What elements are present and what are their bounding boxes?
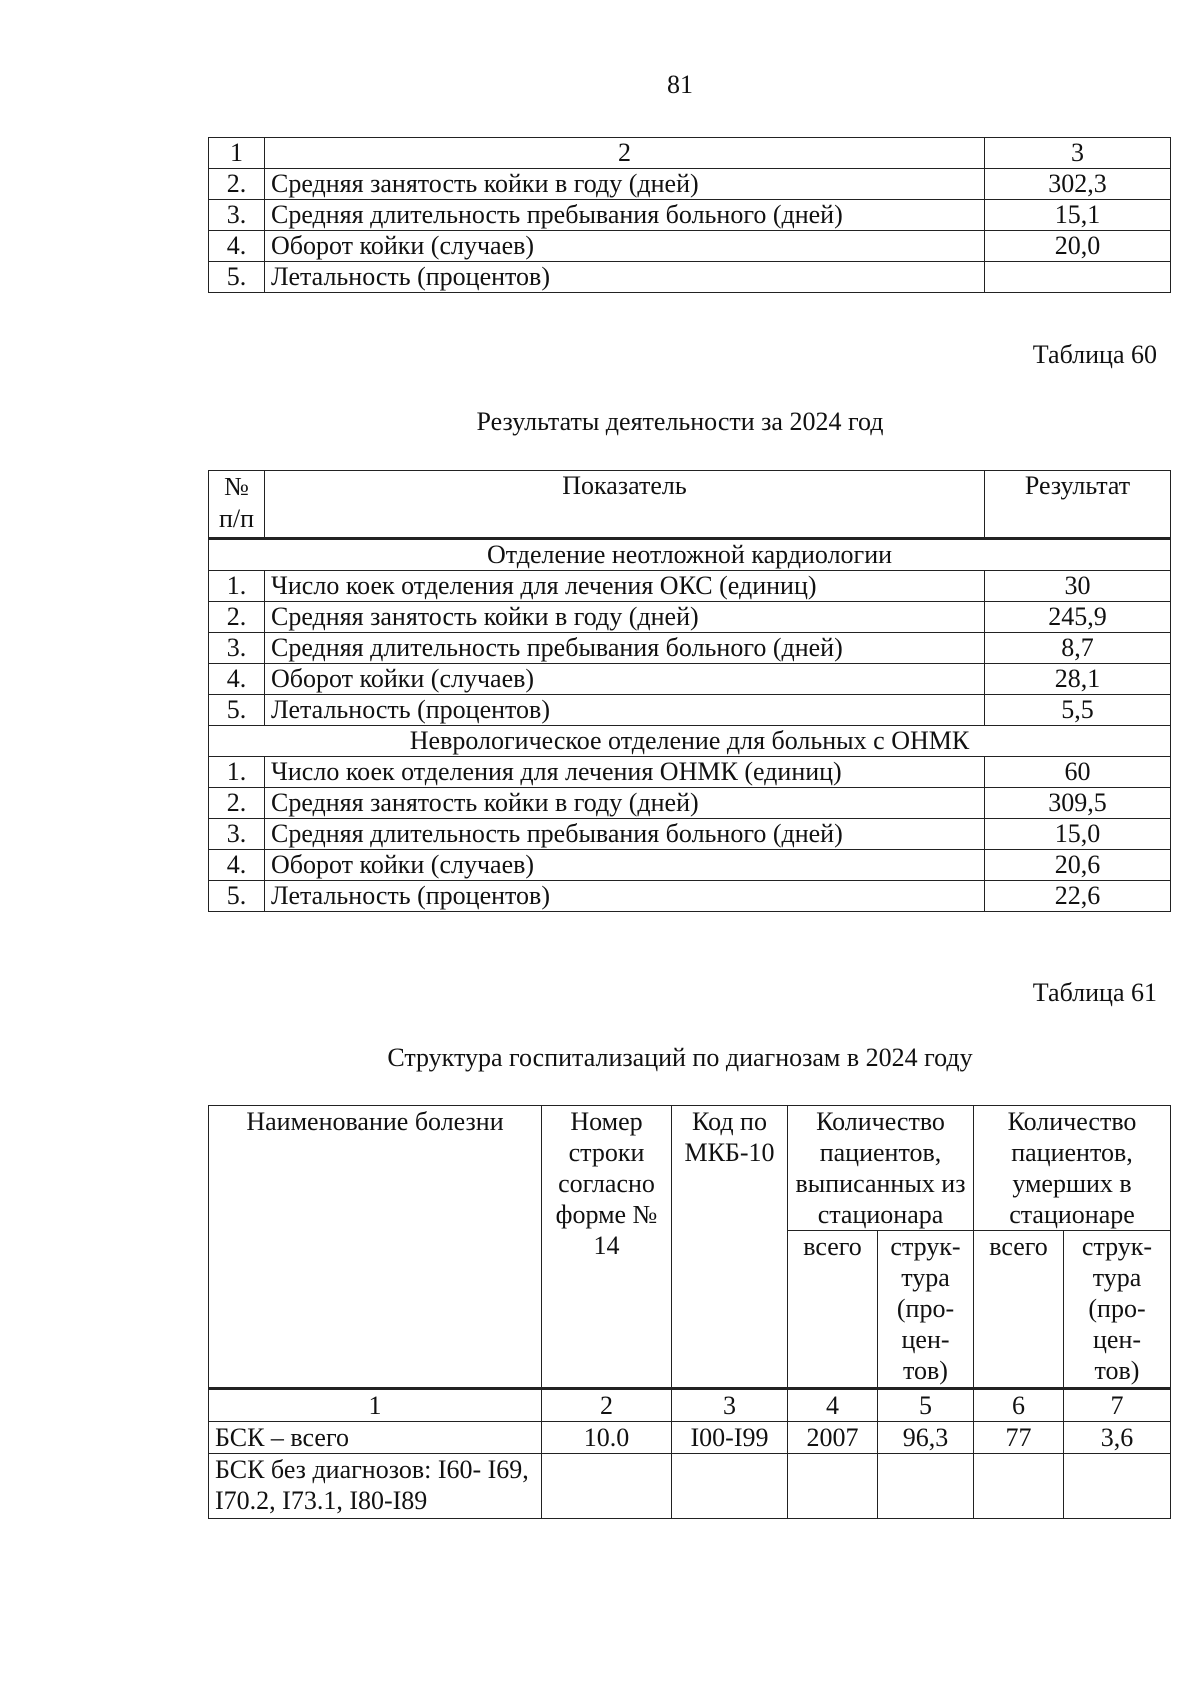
table-caption: Таблица 60 (1032, 340, 1157, 369)
row-number: 5. (209, 881, 265, 912)
row-label: Число коек отделения для лечения ОКС (единиц) (265, 571, 985, 602)
row-value: 302,3 (985, 169, 1171, 200)
row-value (985, 262, 1171, 293)
row-value: 245,9 (985, 602, 1171, 633)
row-number: 1. (209, 757, 265, 788)
row-value: 60 (985, 757, 1171, 788)
row-value: 15,1 (985, 200, 1171, 231)
row-number: 4. (209, 850, 265, 881)
table-header-row (209, 1106, 1171, 1231)
col-number: 2 (265, 138, 985, 169)
row-value: 28,1 (985, 664, 1171, 695)
col-number: 2 (542, 1389, 672, 1422)
col-number: 5 (878, 1389, 974, 1422)
cell-died-structure (1064, 1454, 1171, 1519)
col-number: 4 (788, 1389, 878, 1422)
row-label: Оборот койки (случаев) (265, 850, 985, 881)
header-disease: Наименование болезни (209, 1106, 542, 1389)
col-number: 6 (974, 1389, 1064, 1422)
header-icd-code: Код по МКБ-10 (672, 1106, 788, 1389)
header-result: Результат (985, 471, 1171, 539)
table-title: Результаты деятельности за 2024 год (476, 407, 884, 436)
subheader-total: всего (788, 1231, 878, 1389)
header-number: № п/п (209, 471, 265, 539)
table-60 (208, 470, 1171, 912)
table-row (209, 262, 1171, 293)
header-line-number: Номер строки согласно форме № 14 (542, 1106, 672, 1389)
subheader-total: всего (974, 1231, 1064, 1389)
row-value: 5,5 (985, 695, 1171, 726)
table-row (209, 819, 1171, 850)
row-label: Средняя длительность пребывания больного (дней) (265, 819, 985, 850)
row-number: 2. (209, 788, 265, 819)
table-row (209, 757, 1171, 788)
row-label: Оборот койки (случаев) (265, 664, 985, 695)
col-number: 7 (1064, 1389, 1171, 1422)
row-value: 309,5 (985, 788, 1171, 819)
row-number: 5. (209, 262, 265, 293)
table-row (209, 571, 1171, 602)
cell-line-number: 10.0 (542, 1422, 672, 1454)
row-label: Летальность (процентов) (265, 881, 985, 912)
table-row (209, 1454, 1171, 1519)
row-label: Оборот койки (случаев) (265, 231, 985, 262)
table-row (209, 664, 1171, 695)
row-number: 4. (209, 664, 265, 695)
table-61 (208, 1105, 1171, 1519)
header-discharged: Количество пациентов, выписанных из стационара (788, 1106, 974, 1231)
table-row (209, 169, 1171, 200)
table-caption: Таблица 61 (1032, 978, 1157, 1007)
row-label: Число коек отделения для лечения ОНМК (единиц) (265, 757, 985, 788)
row-label: Средняя длительность пребывания больного (дней) (265, 200, 985, 231)
row-value: 8,7 (985, 633, 1171, 664)
cell-disease: БСК без диагнозов: I60- I69, I70.2, I73.1, I80-I89 (209, 1454, 542, 1519)
table-header-row (209, 471, 1171, 539)
cell-discharged-total: 2007 (788, 1422, 878, 1454)
table-row (209, 633, 1171, 664)
section-row (209, 726, 1171, 757)
row-value: 20,6 (985, 850, 1171, 881)
col-number: 1 (209, 1389, 542, 1422)
cell-died-total (974, 1454, 1064, 1519)
cell-died-total: 77 (974, 1422, 1064, 1454)
cell-discharged-structure: 96,3 (878, 1422, 974, 1454)
row-label: Средняя занятость койки в году (дней) (265, 788, 985, 819)
table-row (209, 695, 1171, 726)
table-row (209, 788, 1171, 819)
col-number: 1 (209, 138, 265, 169)
cell-line-number (542, 1454, 672, 1519)
cell-icd-code (672, 1454, 788, 1519)
row-label: Летальность (процентов) (265, 695, 985, 726)
subheader-structure: струк- тура (про- цен- тов) (1064, 1231, 1171, 1389)
row-number: 5. (209, 695, 265, 726)
table-header-row (209, 138, 1171, 169)
row-number: 2. (209, 169, 265, 200)
col-number: 3 (672, 1389, 788, 1422)
row-value: 30 (985, 571, 1171, 602)
row-number: 4. (209, 231, 265, 262)
row-value: 20,0 (985, 231, 1171, 262)
header-indicator: Показатель (265, 471, 985, 539)
row-number: 3. (209, 633, 265, 664)
page-number: 81 (667, 70, 693, 99)
table-continued (208, 137, 1171, 293)
table-row (209, 602, 1171, 633)
table-row (209, 850, 1171, 881)
cell-discharged-total (788, 1454, 878, 1519)
row-label: Средняя длительность пребывания больного (дней) (265, 633, 985, 664)
table-row (209, 881, 1171, 912)
row-value: 22,6 (985, 881, 1171, 912)
table-row (209, 1422, 1171, 1454)
table-title: Структура госпитализаций по диагнозам в 2024 году (387, 1043, 973, 1072)
row-label: Средняя занятость койки в году (дней) (265, 602, 985, 633)
section-title: Отделение неотложной кардиологии (209, 539, 1171, 571)
cell-discharged-structure (878, 1454, 974, 1519)
section-title: Неврологическое отделение для больных с ОНМК (209, 726, 1171, 757)
row-number: 3. (209, 200, 265, 231)
row-value: 15,0 (985, 819, 1171, 850)
cell-died-structure: 3,6 (1064, 1422, 1171, 1454)
header-died: Количество пациентов, умерших в стационаре (974, 1106, 1171, 1231)
table-row (209, 200, 1171, 231)
row-number: 2. (209, 602, 265, 633)
row-label: Летальность (процентов) (265, 262, 985, 293)
column-number-row (209, 1389, 1171, 1422)
cell-icd-code: I00-I99 (672, 1422, 788, 1454)
row-number: 3. (209, 819, 265, 850)
row-number: 1. (209, 571, 265, 602)
table-row (209, 231, 1171, 262)
col-number: 3 (985, 138, 1171, 169)
section-row (209, 539, 1171, 571)
row-label: Средняя занятость койки в году (дней) (265, 169, 985, 200)
subheader-structure: струк- тура (про- цен- тов) (878, 1231, 974, 1389)
cell-disease: БСК – всего (209, 1422, 542, 1454)
